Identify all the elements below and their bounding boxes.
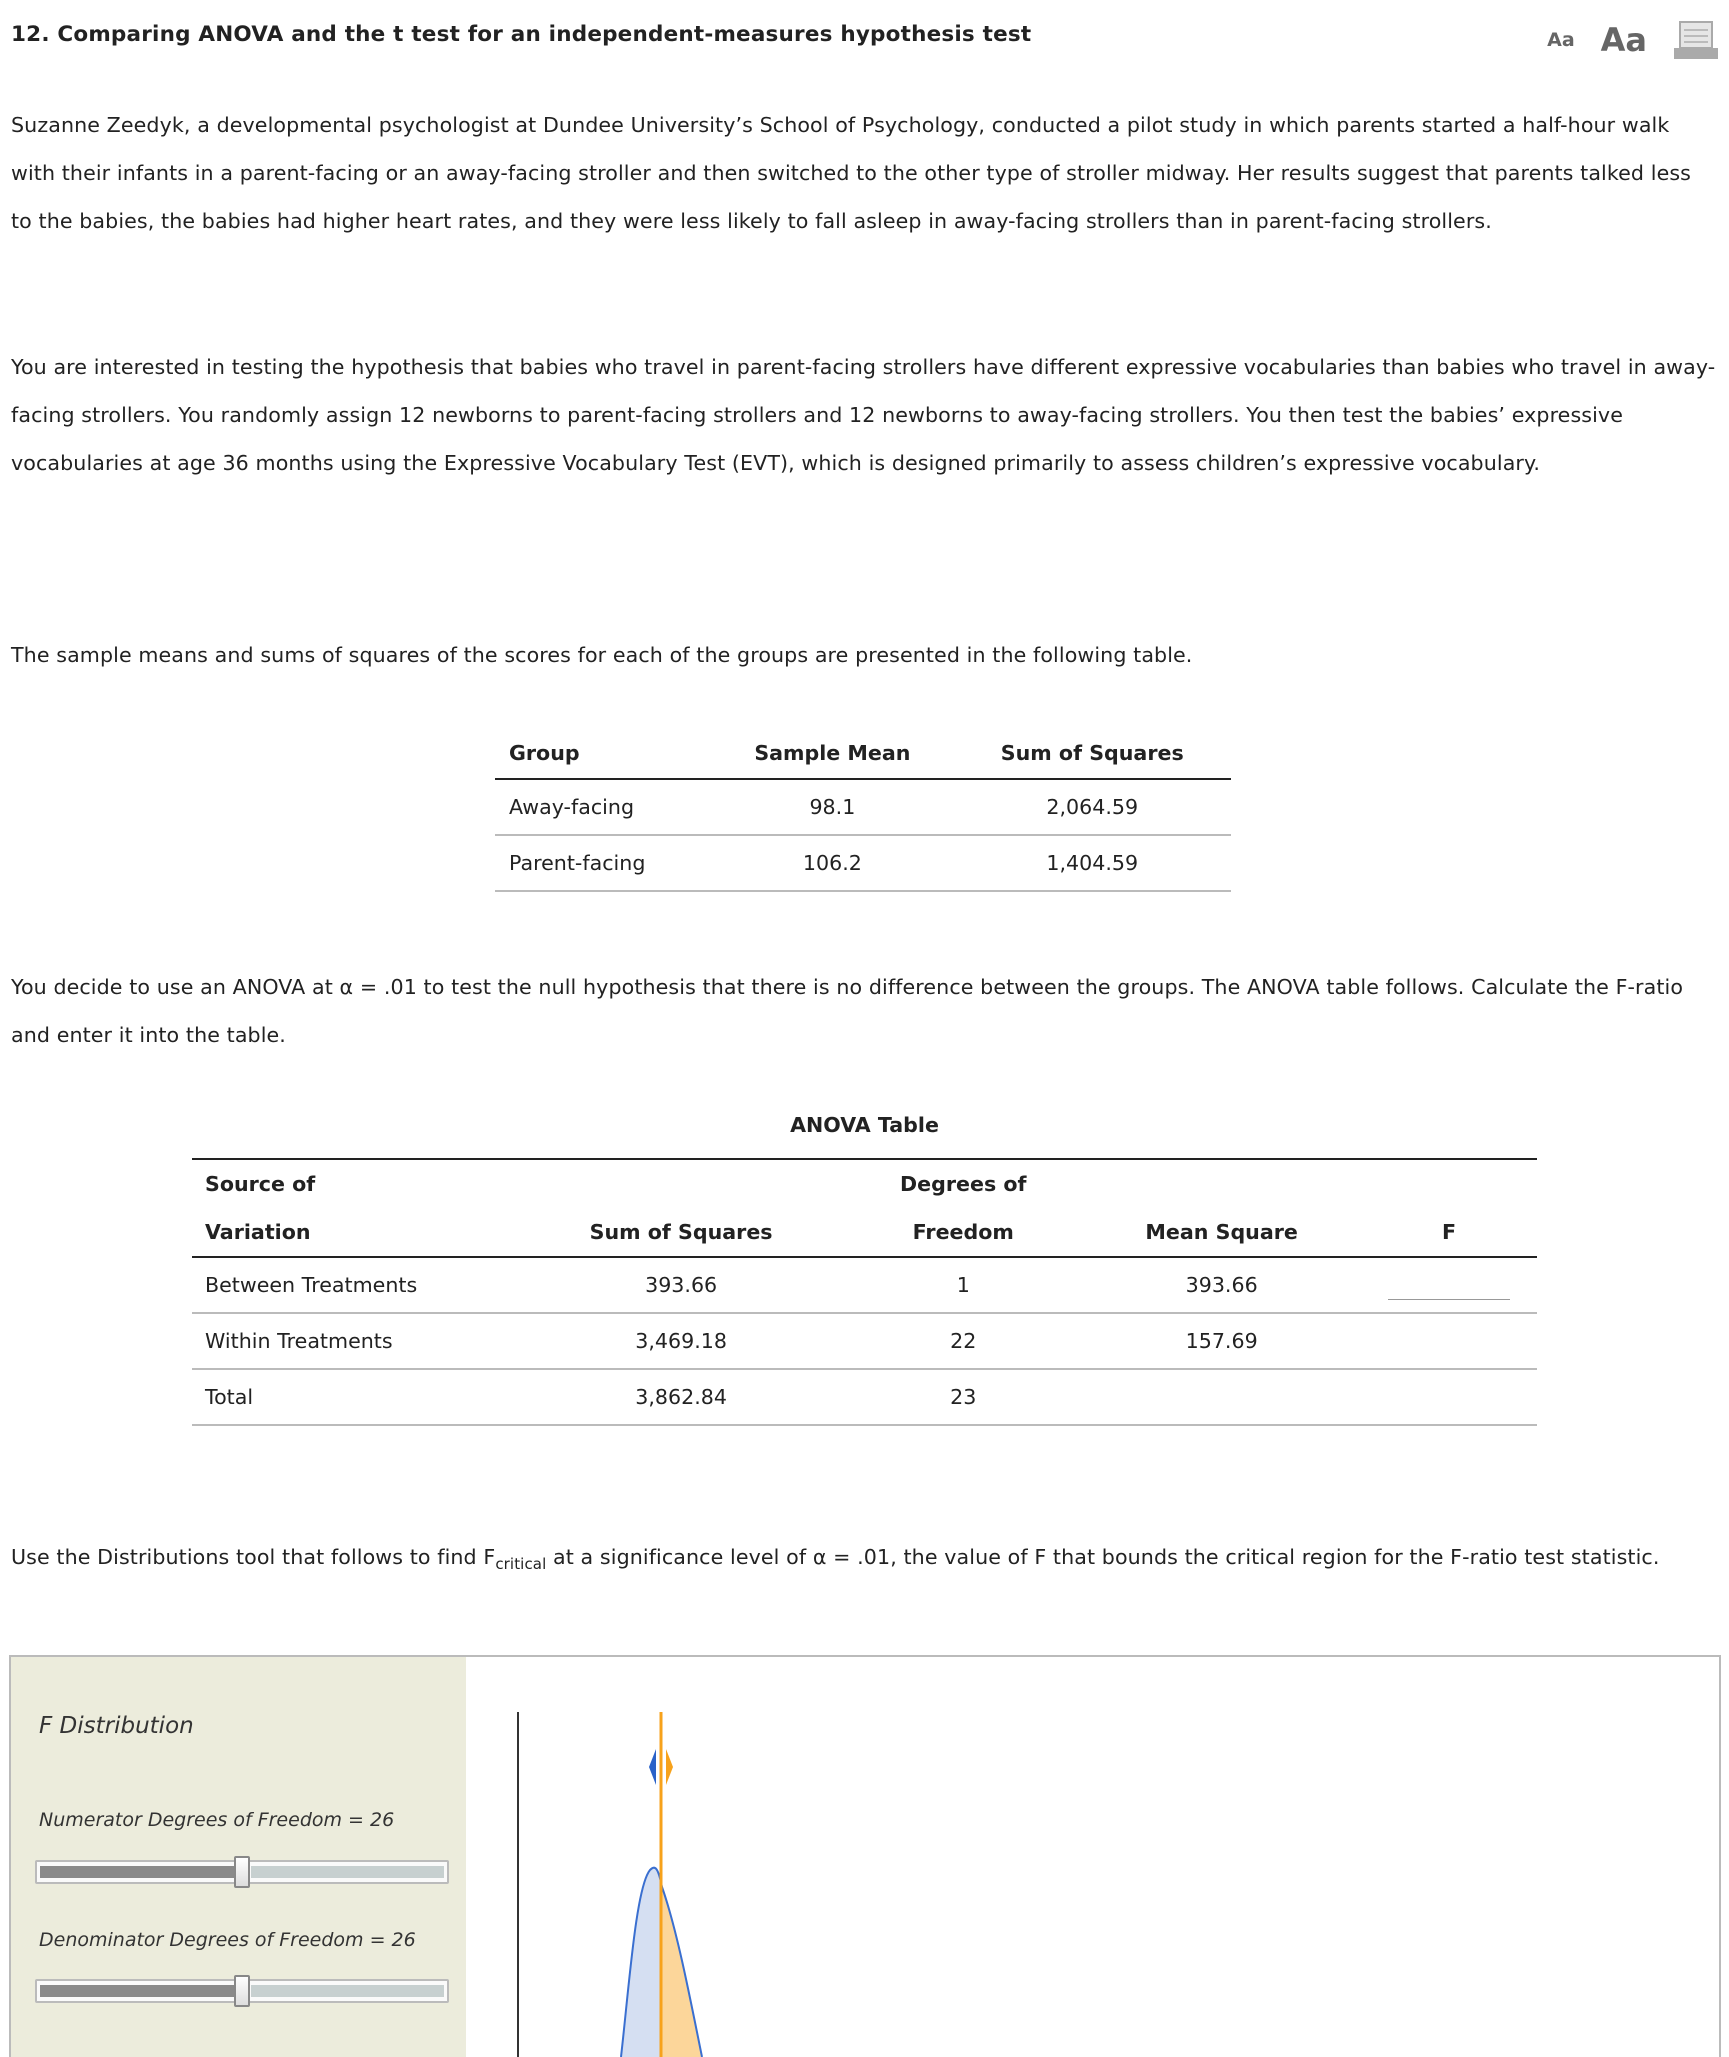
sample-mean: 98.1 xyxy=(711,779,953,835)
numerator-df-slider[interactable] xyxy=(35,1860,449,1884)
col-group: Group xyxy=(495,728,711,779)
f-cell xyxy=(1361,1369,1537,1425)
cutoff-left-arrow-icon[interactable] xyxy=(649,1749,656,1785)
ss: 3,469.18 xyxy=(518,1313,844,1369)
slider-fill xyxy=(40,1866,241,1878)
table-row xyxy=(192,1369,1537,1425)
text: at a significance level of α = .01, the value of F that bounds the critical region for the F-ratio test statistic. xyxy=(546,1545,1660,1569)
decrease-font-button[interactable]: Aa xyxy=(1547,29,1575,51)
ms: 393.66 xyxy=(1082,1257,1361,1313)
f-cell xyxy=(1361,1257,1537,1313)
distribution-title: F Distribution xyxy=(39,1713,194,1739)
sample-mean: 106.2 xyxy=(711,835,953,891)
table-row xyxy=(192,1257,1537,1313)
df: 22 xyxy=(844,1313,1082,1369)
source: Between Treatments xyxy=(192,1257,518,1313)
header-line: Source of xyxy=(205,1172,316,1196)
col-ms: Mean Square xyxy=(1082,1159,1361,1257)
text: Use the Distributions tool that follows to find F xyxy=(11,1545,496,1569)
group-name: Away-facing xyxy=(495,779,711,835)
table-row xyxy=(495,835,1231,891)
col-sum-of-squares: Sum of Squares xyxy=(954,728,1231,779)
hypothesis-paragraph: You are interested in testing the hypothesis that babies who travel in parent-facing strollers have different expressive vocabularies than babies who travel in away-facing strollers. You randomly assign 12 newborns to parent-facing strollers and 12 newborns to away-facing strollers. You then test the babies’ expressive vocabularies at age 36 months using the Expressive Vocabulary Test (EVT), which is designed primarily to assess children’s expressive vocabulary. xyxy=(11,355,1716,475)
df: 23 xyxy=(844,1369,1082,1425)
anova-table-title: ANOVA Table xyxy=(790,1113,939,1137)
source: Total xyxy=(192,1369,518,1425)
col-sample-mean: Sample Mean xyxy=(711,728,953,779)
ss: 3,862.84 xyxy=(518,1369,844,1425)
denominator-df-label: Denominator Degrees of Freedom = 26 xyxy=(39,1929,416,1951)
numerator-df-label: Numerator Degrees of Freedom = 26 xyxy=(39,1809,395,1831)
col-df xyxy=(844,1159,1082,1257)
anova-table xyxy=(192,1158,1537,1426)
sum-of-squares: 1,404.59 xyxy=(954,835,1231,891)
print-icon[interactable] xyxy=(1673,20,1719,60)
header-line: Freedom xyxy=(912,1220,1014,1244)
distributions-tool xyxy=(9,1655,1721,2057)
slider-track xyxy=(251,1866,444,1878)
table-intro-paragraph: The sample means and sums of squares of the scores for each of the groups are presented in the following table. xyxy=(11,643,1193,667)
df: 1 xyxy=(844,1257,1082,1313)
group-table xyxy=(495,728,1231,892)
f-ratio-input[interactable] xyxy=(1388,1271,1510,1300)
col-f: F xyxy=(1361,1159,1537,1257)
header-line: Variation xyxy=(205,1220,311,1244)
sum-of-squares: 2,064.59 xyxy=(954,779,1231,835)
slider-track xyxy=(251,1985,444,1997)
group-name: Parent-facing xyxy=(495,835,711,891)
table-row xyxy=(192,1313,1537,1369)
ss: 393.66 xyxy=(518,1257,844,1313)
question-title: 12. Comparing ANOVA and the t test for an independent-measures hypothesis test xyxy=(11,22,1032,47)
header-line: Degrees of xyxy=(900,1172,1027,1196)
tool-control-panel xyxy=(11,1657,466,2057)
cutoff-right-arrow-icon[interactable] xyxy=(666,1749,673,1785)
fcritical-paragraph xyxy=(11,1533,1716,1588)
ms: 157.69 xyxy=(1082,1313,1361,1369)
anova-intro-paragraph: You decide to use an ANOVA at α = .01 to test the null hypothesis that there is no difference between the groups. The ANOVA table follows. Calculate the F-ratio and enter it into the table. xyxy=(11,975,1684,1047)
ms xyxy=(1082,1369,1361,1425)
col-ss: Sum of Squares xyxy=(518,1159,844,1257)
increase-font-button[interactable]: Aa xyxy=(1600,21,1647,59)
denominator-df-slider[interactable] xyxy=(35,1979,449,2003)
header-tools xyxy=(1547,20,1719,60)
f-cell xyxy=(1361,1313,1537,1369)
table-row xyxy=(495,779,1231,835)
col-source xyxy=(192,1159,518,1257)
intro-paragraph: Suzanne Zeedyk, a developmental psychologist at Dundee University’s School of Psychology, conducted a pilot study in which parents started a half-hour walk with their infants in a parent-facing or an away-facing stroller and then switched to the other type of stroller midway. Her results suggest that parents talked less to the babies, the babies had higher heart rates, and they were less likely to fall asleep in away-facing strollers than in parent-facing strollers. xyxy=(11,113,1691,233)
slider-fill xyxy=(40,1985,241,1997)
f-distribution-plot xyxy=(466,1657,1716,2057)
slider-thumb[interactable] xyxy=(234,1856,250,1888)
slider-thumb[interactable] xyxy=(234,1975,250,2007)
source: Within Treatments xyxy=(192,1313,518,1369)
subscript: critical xyxy=(495,1555,547,1574)
